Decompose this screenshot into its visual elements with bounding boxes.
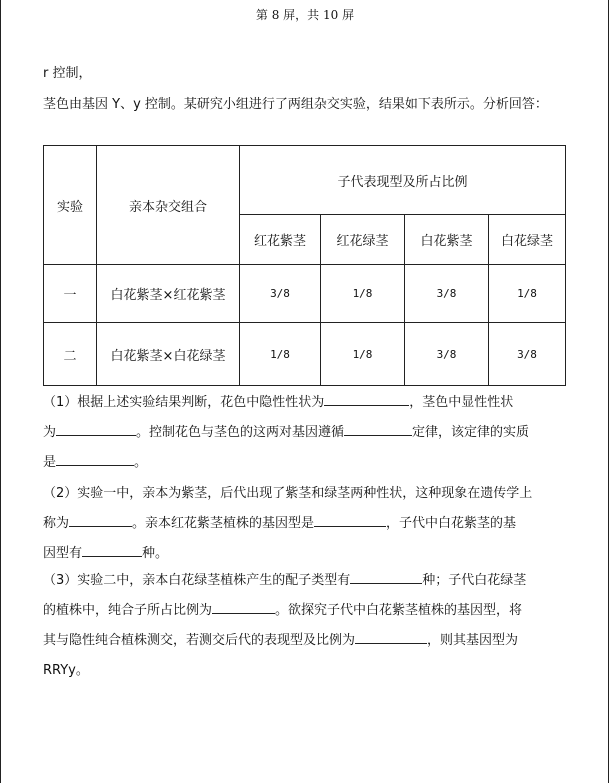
answer-blank[interactable] — [324, 393, 409, 406]
q2-text: 。亲本红花紫茎植株的基因型是 — [132, 516, 315, 531]
question-2 — [43, 479, 568, 569]
row-cross: 白花紫茎×白花绿茎 — [97, 323, 240, 386]
answer-blank[interactable] — [212, 601, 275, 614]
row-value: 1/8 — [321, 265, 405, 323]
q3-text: 种；子代白花绿茎 — [422, 573, 527, 588]
subheader-cell: 白花紫茎 — [405, 215, 489, 265]
q3-text: 其与隐性纯合植株测交，若测交后代的表现型及比例为 — [43, 633, 356, 648]
q1-text: 定律，该定律的实质 — [412, 425, 530, 440]
subheader-cell: 白花绿茎 — [489, 215, 566, 265]
q2-text: 种。 — [142, 546, 169, 561]
row-value: 1/8 — [240, 323, 321, 386]
answer-blank[interactable] — [56, 423, 136, 436]
q1-text: 是 — [43, 455, 57, 470]
text-line-2: 茎色由基因 Y、y 控制。某研究小组进行了两组杂交实验，结果如下表所示。分析回答： — [43, 97, 548, 112]
question-1 — [43, 388, 568, 478]
page-border-left — [0, 0, 1, 783]
row-value: 3/8 — [489, 323, 566, 386]
row-value: 1/8 — [489, 265, 566, 323]
q1-text: （1）根据上述实验结果判断，花色中隐性性状为 — [43, 395, 325, 410]
row-cross: 白花紫茎×红花紫茎 — [97, 265, 240, 323]
header-offspring: 子代表现型及所占比例 — [240, 146, 566, 215]
table-row — [44, 323, 566, 386]
row-id: 一 — [44, 265, 97, 323]
q2-text: ，子代中白花紫茎的基 — [386, 516, 517, 531]
q1-text: 。 — [134, 455, 148, 470]
answer-blank[interactable] — [314, 514, 386, 527]
text-line-1: r 控制， — [43, 66, 92, 81]
answer-blank[interactable] — [350, 571, 422, 584]
q3-text: ，则其基因型为 — [427, 633, 519, 648]
question-3 — [43, 566, 568, 686]
row-value: 3/8 — [405, 323, 489, 386]
q2-text: 因型有 — [43, 546, 83, 561]
q1-text: ，茎色中显性性状 — [409, 395, 514, 410]
results-table — [43, 145, 566, 386]
answer-blank[interactable] — [56, 453, 134, 466]
subheader-cell: 红花绿茎 — [321, 215, 405, 265]
answer-blank[interactable] — [355, 631, 427, 644]
page-border-right — [608, 0, 609, 783]
q1-text: 为 — [43, 425, 57, 440]
row-value: 3/8 — [240, 265, 321, 323]
row-id: 二 — [44, 323, 97, 386]
q3-text: 。欲探究子代中白花紫茎植株的基因型，将 — [275, 603, 523, 618]
header-parents: 亲本杂交组合 — [97, 146, 240, 265]
header-experiment: 实验 — [44, 146, 97, 265]
q2-text: （2）实验一中，亲本为紫茎，后代出现了紫茎和绿茎两种性状，这种现象在遗传学上 — [43, 486, 533, 501]
answer-blank[interactable] — [344, 423, 412, 436]
q3-text: （3）实验二中，亲本白花绿茎植株产生的配子类型有 — [43, 573, 351, 588]
q3-text: RRYy。 — [43, 663, 89, 678]
row-value: 3/8 — [405, 265, 489, 323]
table-row — [44, 265, 566, 323]
q2-text: 称为 — [43, 516, 70, 531]
answer-blank[interactable] — [82, 544, 142, 557]
answer-blank[interactable] — [69, 514, 132, 527]
subheader-cell: 红花紫茎 — [240, 215, 321, 265]
q1-text: 。控制花色与茎色的这两对基因遵循 — [136, 425, 345, 440]
row-value: 1/8 — [321, 323, 405, 386]
q3-text: 的植株中，纯合子所占比例为 — [43, 603, 213, 618]
page-indicator: 第 8 屏，共 10 屏 — [255, 8, 355, 22]
